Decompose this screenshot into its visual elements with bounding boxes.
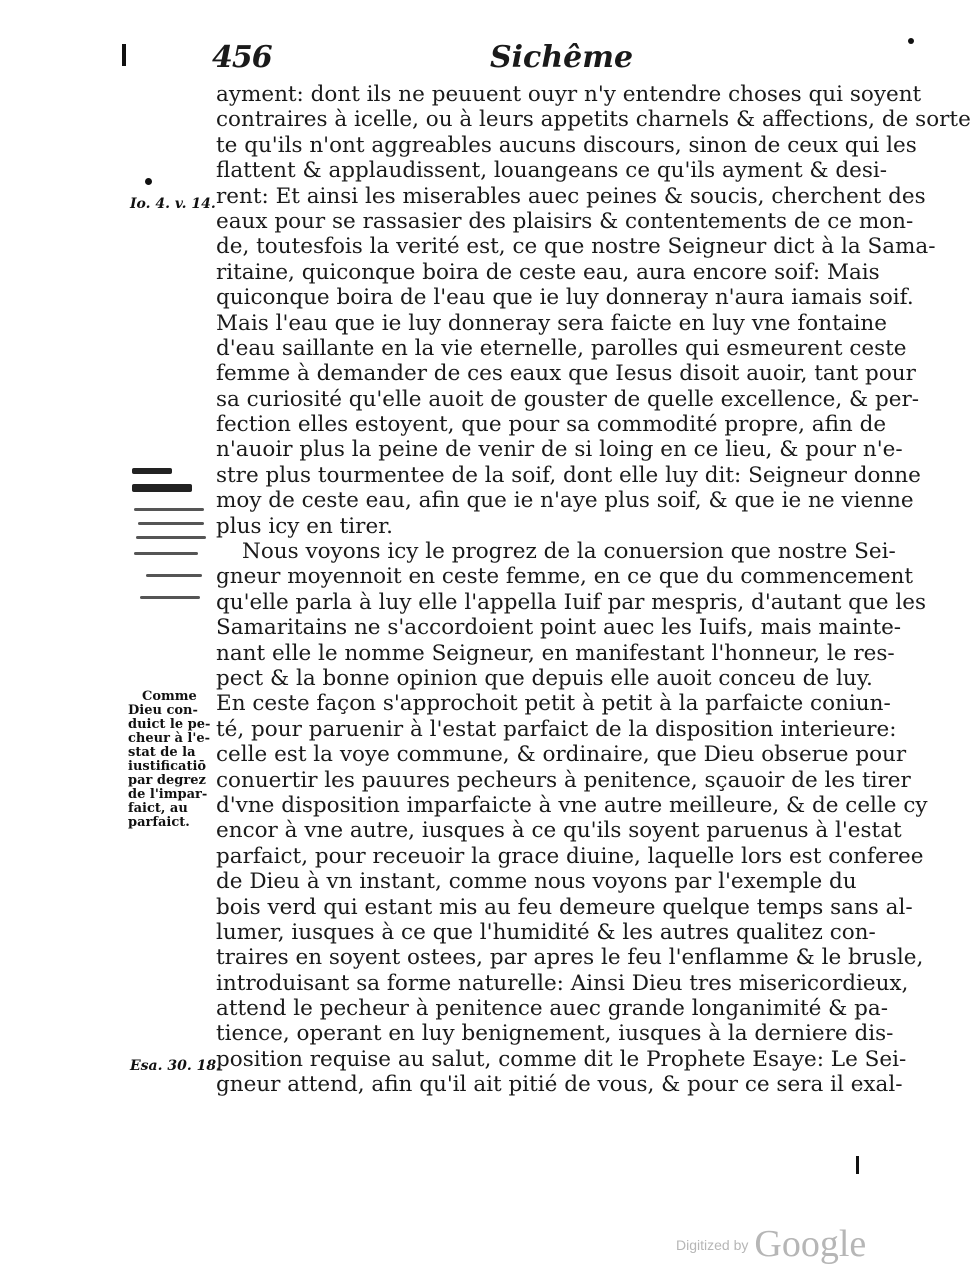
text-line: position requise au salut, comme dit le Prophete Esaye: Le Sei- <box>216 1046 907 1072</box>
text-line: te qu'ils n'ont aggreables aucuns discours, sinon de ceux qui les <box>216 132 917 158</box>
text-line: ritaine, quiconque boira de ceste eau, aura encore soif: Mais <box>216 259 880 285</box>
digitized-watermark <box>676 1222 866 1266</box>
text-line: attend le pecheur à penitence auec grande longanimité & pa- <box>216 996 888 1022</box>
text-line: eaux pour se rassasier des plaisirs & contentements de ce mon- <box>216 208 914 234</box>
text-line: introduisant sa forme naturelle: Ainsi Dieu tres misericordieux, <box>216 970 909 996</box>
margin-note-line: parfaict. <box>128 815 190 830</box>
text-line: ayment: dont ils ne peuuent ouyr n'y entendre choses qui soyent <box>216 82 922 107</box>
text-line: encor à vne autre, iusques à ce qu'ils soyent paruenus à l'estat <box>216 818 902 844</box>
text-line: sa curiosité qu'elle auoit de gouster de quelle excellence, & per- <box>216 386 920 412</box>
margin-bleed-through <box>128 460 210 610</box>
margin-reference-john: Io. 4. v. 14. <box>130 196 216 212</box>
page-number: 456 <box>212 40 272 75</box>
ink-stroke-mark <box>856 1156 859 1174</box>
text-line: En ceste façon s'approchoit petit à petit à la parfaicte coniun- <box>216 691 891 717</box>
text-line: contraires à icelle, ou à leurs appetits charnels & affections, de sorte <box>216 107 971 133</box>
margin-note-line: iustificatiō <box>128 759 207 774</box>
text-line: pect & la bonne opinion que depuis elle auoit conceu de luy. <box>216 665 873 691</box>
text-line: bois verd qui estant mis au feu demeure quelque temps sans al- <box>216 894 913 920</box>
margin-reference-isaiah: Esa. 30. 18. <box>130 1058 221 1074</box>
running-title: Sichême <box>490 40 634 75</box>
google-logo: Google <box>754 1223 867 1265</box>
text-line: de, toutesfois la verité est, ce que nostre Seigneur dict à la Sama- <box>216 234 936 260</box>
text-line: gneur moyennoit en ceste femme, en ce que du commencement <box>216 564 914 590</box>
text-line: n'auoir plus la peine de venir de si loing en ce lieu, & pour n'e- <box>216 437 903 463</box>
text-line: lumer, iusques à ce que l'humidité & les autres qualitez con- <box>216 919 876 945</box>
text-line: conuertir les pauures pecheurs à penitence, sçauoir de les tirer <box>216 767 911 793</box>
text-line: stre plus tourmentee de la soif, dont elle luy dit: Seigneur donne <box>216 462 921 488</box>
text-line: femme à demander de ces eaux que Iesus disoit auoir, tant pour <box>216 361 916 387</box>
text-line: de Dieu à vn instant, comme nous voyons par l'exemple du <box>216 869 857 895</box>
margin-note-line: faict, au <box>128 801 188 816</box>
margin-note-line: par degrez <box>128 773 206 788</box>
margin-note-line: de l'impar- <box>128 787 208 802</box>
text-line: Mais l'eau que ie luy donneray sera faicte en luy vne fontaine <box>216 310 887 336</box>
text-line: fection elles estoyent, que pour sa commodité propre, afin de <box>216 412 887 438</box>
text-line: Samaritains ne s'accordoient point auec les Iuifs, mais mainte- <box>216 615 902 641</box>
text-line: nant elle le nomme Seigneur, en manifestant l'honneur, le res- <box>216 640 895 666</box>
text-line: d'eau saillante en la vie eternelle, parolles qui esmeurent ceste <box>216 335 907 361</box>
text-line: qu'elle parla à luy elle l'appella Iuif par mespris, d'autant que les <box>216 589 926 615</box>
text-line: quiconque boira de l'eau que ie luy donneray n'aura iamais soif. <box>216 285 914 311</box>
text-line: tience, operant en luy benignement, iusques à la derniere dis- <box>216 1021 894 1047</box>
margin-note-line: cheur à l'e- <box>128 731 210 746</box>
margin-note-line: duict le pe- <box>128 717 211 732</box>
text-line: gneur attend, afin qu'il ait pitié de vous, & pour ce sera il exal- <box>216 1072 903 1098</box>
margin-note-line: Dieu con- <box>128 703 198 718</box>
text-line: celle est la voye commune, & ordinaire, que Dieu obserue pour <box>216 742 907 768</box>
text-line: parfaict, pour receuoir la grace diuine, laquelle lors est conferee <box>216 843 924 869</box>
text-line: traires en soyent ostees, par apres le feu l'enflamme & le brusle, <box>216 945 924 971</box>
text-line: moy de ceste eau, afin que ie n'aye plus soif, & que ie ne vienne <box>216 488 914 514</box>
watermark-prefix: Digitized by <box>676 1237 749 1253</box>
margin-note-line: Comme <box>142 689 197 704</box>
text-line: té, pour paruenir à l'estat parfaict de la disposition interieure: <box>216 716 897 742</box>
margin-bullet <box>145 178 152 185</box>
text-line: Nous voyons icy le progrez de la conuersion que nostre Sei- <box>242 539 896 565</box>
text-line: plus icy en tirer. <box>216 513 393 539</box>
page-header <box>0 38 967 78</box>
text-line: flattent & applaudissent, louangeans ce qu'ils ayment & desi- <box>216 158 888 184</box>
margin-note-line: stat de la <box>128 745 196 760</box>
margin-note <box>128 689 211 830</box>
ink-dot <box>908 38 914 44</box>
margin-stroke-mark <box>122 44 126 66</box>
main-text-block <box>216 82 971 1098</box>
text-line: d'vne disposition imparfaicte à vne autre meilleure, & de celle cy <box>216 792 928 818</box>
text-line: rent: Et ainsi les miserables auec peines & soucis, cherchent des <box>216 183 926 209</box>
